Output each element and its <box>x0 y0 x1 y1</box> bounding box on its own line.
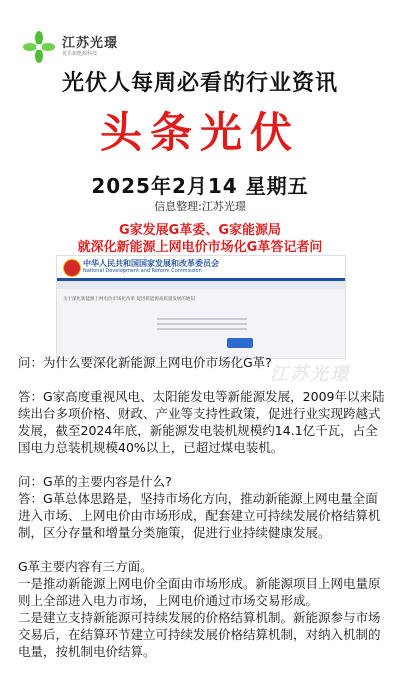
article-body <box>18 354 386 660</box>
watermark: 江苏光璟 <box>270 364 350 385</box>
ndrc-title-en: National Development and Reform Commission <box>83 268 202 274</box>
ndrc-button <box>227 338 253 348</box>
credit-line: 信息整理:江苏光璟 <box>154 200 246 213</box>
paragraph-4: 一是推动新能源上网电价全面由市场形成。新能源项目上网电量原则上全部进入电力市场，上网电价通过市场交易形成。 <box>18 576 381 608</box>
paragraph-3: G革主要内容有三方面。 <box>18 559 153 574</box>
subheadline-2: 就深化新能源上网电价市场化G革答记者问 <box>77 240 323 255</box>
brand-logo <box>22 30 172 64</box>
question-2: 问：G革的主要内容是什么? <box>18 474 172 489</box>
ndrc-nav-strip <box>57 281 345 289</box>
ndrc-banner <box>57 256 345 281</box>
headline-big: 头条光伏 <box>99 108 300 157</box>
question-1: 问：为什么要深化新能源上网电价市场化G革? <box>18 355 272 370</box>
national-emblem-icon <box>63 259 81 277</box>
ndrc-text-line <box>157 328 247 330</box>
answer-1: 答：G家高度重视风电、太阳能发电等新能源发展，2009年以来陆续出台多项价格、财政、产业等支持性政策，促进行业实现跨越式发展，截至2024年底，新能源发电装机规模约14.1亿千瓦，占全国电力总装机规模40%以上，已超过煤电装机。 <box>18 389 385 455</box>
answer-2: 答：G革总体思路是，坚持市场化方向，推动新能源上网电量全面进入市场、上网电价由市场形成，配套建立可持续发展价格结算机制，区分存量和增量分类施策，促进行业持续健康发展。 <box>18 491 381 540</box>
leaf-logo-icon <box>22 30 56 64</box>
date-line: 2025年2月14 星期五 <box>91 174 309 198</box>
ndrc-text-line <box>157 323 247 325</box>
ndrc-website-screenshot <box>56 255 346 359</box>
paragraph-5: 二是建立支持新能源可持续发展的价格结算机制。新能源参与市场交易后，在结算环节建立可持续发展价格结算机制，对纳入机制的电量，按机制电价结算。 <box>18 610 381 659</box>
ndrc-title-cn: 中华人民共和国国家发展和改革委员会 <box>83 259 219 268</box>
headline-primary: 光伏人每周必看的行业资讯 <box>61 71 338 96</box>
brand-name: 江苏光璟 <box>62 36 119 51</box>
ndrc-notice-title: 关于深化新能源上网电价市场化改革 促进新能源高质量发展的通知 <box>63 297 195 302</box>
brand-subtitle: 优乐新能源科技 <box>62 51 98 57</box>
subheadline-1: G家发展G革委、G家能源局 <box>118 223 281 238</box>
ndrc-text-line <box>157 318 247 320</box>
